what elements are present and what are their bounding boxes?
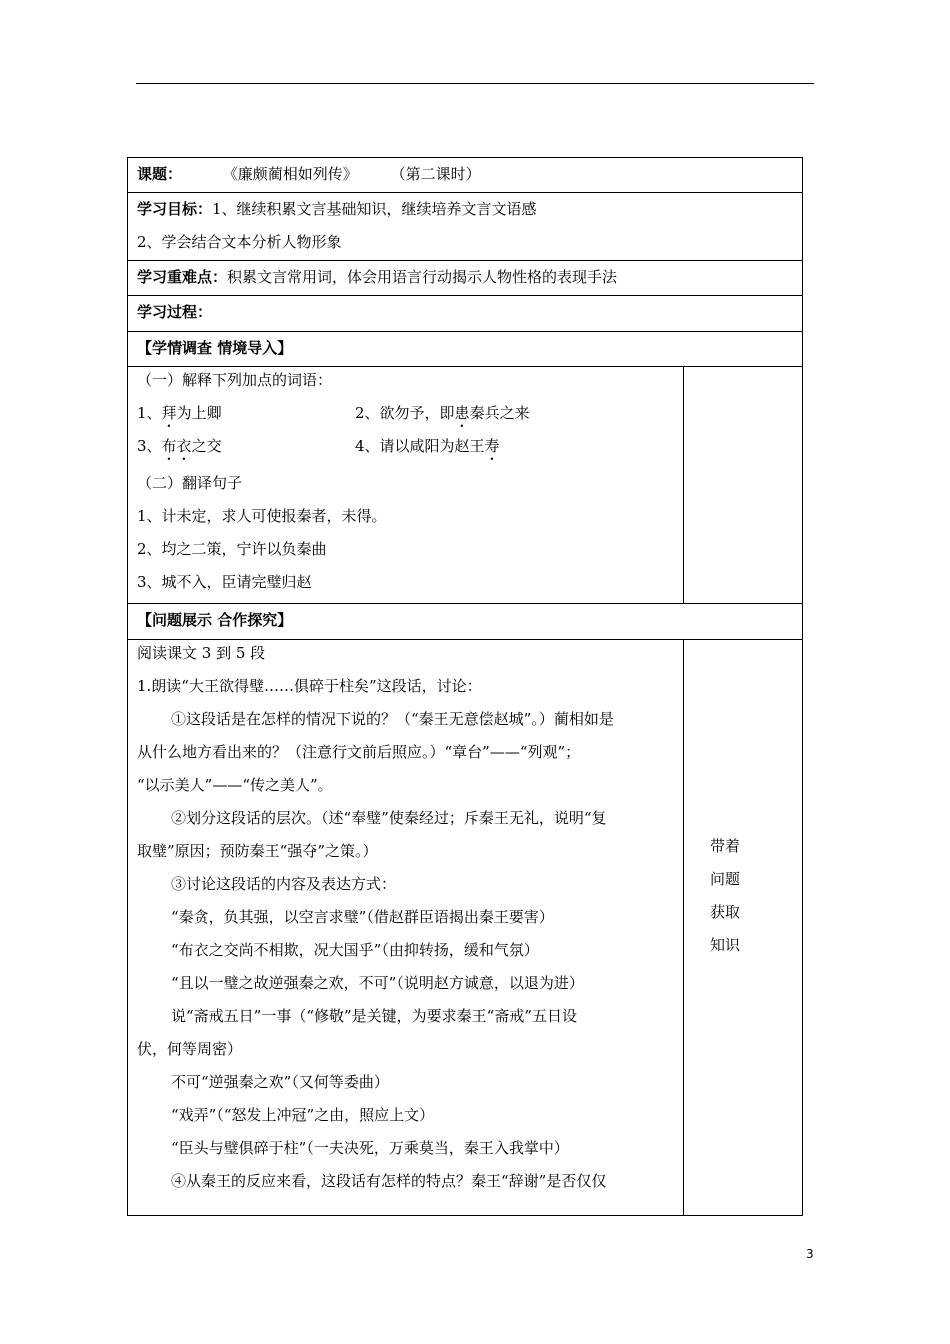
section1-title: 【学情调查 情境导入】: [137, 339, 293, 357]
s2-line: ①这段话是在怎样的情况下说的？（“秦王无意偿赵城”。）蔺相如是: [171, 710, 614, 728]
word-1-dotted: 拜: [161, 404, 177, 422]
side-note-1: 带着: [710, 837, 741, 855]
focus-label: 学习重难点：: [137, 268, 228, 286]
section1-side-cell: [684, 367, 803, 604]
section2-header-row: [128, 604, 803, 640]
side-note-2: 问题: [710, 870, 741, 888]
page-number: 3: [806, 1247, 814, 1261]
header-rule: [136, 83, 814, 84]
word-2-pre: 2、欲勿予，即: [355, 404, 455, 422]
goal-label: 学习目标：: [137, 200, 213, 218]
word-3-pre: 3、: [137, 437, 162, 455]
word-row-1: [137, 397, 683, 430]
word-1-post: 为上卿: [176, 404, 222, 422]
s2-line: “秦贪，负其强，以空言求璧”（借赵群臣语揭出秦王要害）: [171, 908, 554, 926]
word-4-pre: 4、请以咸阳为赵王: [355, 437, 485, 455]
section1-body-row: [128, 367, 803, 604]
goal-1: 1、继续积累文言基础知识，继续培养文言文语感: [212, 200, 537, 218]
s2-line: 不可“逆强秦之欢”（又何等委曲）: [171, 1073, 389, 1091]
s2-line: 取璧”原因；预防秦王“强夺”之策。）: [137, 842, 378, 860]
word-row-2: [137, 430, 683, 463]
sentence-3: 3、城不入，臣请完璧归赵: [137, 573, 312, 591]
sentence-2: 2、均之二策，宁许以负秦曲: [137, 540, 327, 558]
focus-text: 积累文言常用词，体会用语言行动揭示人物性格的表现手法: [227, 268, 618, 286]
section1-part2-title: （二）翻译句子: [137, 474, 243, 492]
s2-line: “戏弄”（“怒发上冲冠”之由，照应上文）: [171, 1106, 435, 1124]
word-3-post: 之交: [191, 437, 222, 455]
s2-line: 伏，何等周密）: [137, 1040, 243, 1058]
process-label: 学习过程：: [137, 303, 213, 321]
section1-part1-title: （一）解释下列加点的词语：: [137, 371, 333, 389]
lesson-session: （第二课时）: [390, 165, 481, 183]
s2-line: 1.朗读“大王欲得璧……俱碎于柱矣”这段话，讨论：: [137, 677, 482, 695]
word-2-dotted: 患: [454, 404, 470, 422]
focus-row: [128, 261, 803, 296]
s2-line: 阅读课文 3 到 5 段: [137, 644, 266, 662]
s2-line: 从什么地方看出来的？（注意行文前后照应。）“章台”——“列观”；: [137, 743, 581, 761]
word-2-post: 秦兵之来: [469, 404, 530, 422]
s2-line: “臣头与璧俱碎于柱”（一夫决死，万乘莫当，秦王入我掌中）: [171, 1139, 569, 1157]
s2-line: “布衣之交尚不相欺，况大国乎”（由抑转扬，缓和气氛）: [171, 941, 539, 959]
s2-line: “且以一璧之故逆强秦之欢，不可”（说明赵方诚意，以退为进）: [171, 974, 584, 992]
section2-side-cell: [684, 640, 803, 1216]
process-row: [128, 296, 803, 332]
goal-2: 2、学会结合文本分析人物形象: [137, 233, 342, 251]
s2-line: 说“斋戒五日”一事（“修敬”是关键，为要求秦王“斋戒”五日设: [171, 1007, 578, 1025]
lesson-plan-table: [127, 157, 803, 1216]
side-note-3: 获取: [710, 903, 741, 921]
word-4-dotted: 寿: [484, 437, 500, 455]
s2-line: ②划分这段话的层次。（述“奉璧”使秦经过；斥秦王无礼，说明“复: [171, 809, 607, 827]
word-1-pre: 1、: [137, 404, 162, 422]
section2-title: 【问题展示 合作探究】: [137, 611, 293, 629]
section1-header-row: [128, 332, 803, 367]
section2-body-row: [128, 640, 803, 1216]
sentence-1: 1、计未定，求人可使报秦者，未得。: [137, 507, 387, 525]
lesson-title: 《廉颇蔺相如列传》: [222, 165, 358, 183]
title-row: [128, 158, 803, 193]
s2-line: ④从秦王的反应来看，这段话有怎样的特点？秦王“辞谢”是否仅仅: [171, 1172, 607, 1190]
s2-line: “以示美人”——“传之美人”。: [137, 776, 333, 794]
word-3-dotted: 布衣: [161, 437, 192, 455]
s2-line: ③讨论这段话的内容及表达方式：: [171, 875, 397, 893]
side-note-4: 知识: [710, 936, 741, 954]
goals-row: [128, 193, 803, 261]
title-label: 课题：: [137, 165, 183, 183]
